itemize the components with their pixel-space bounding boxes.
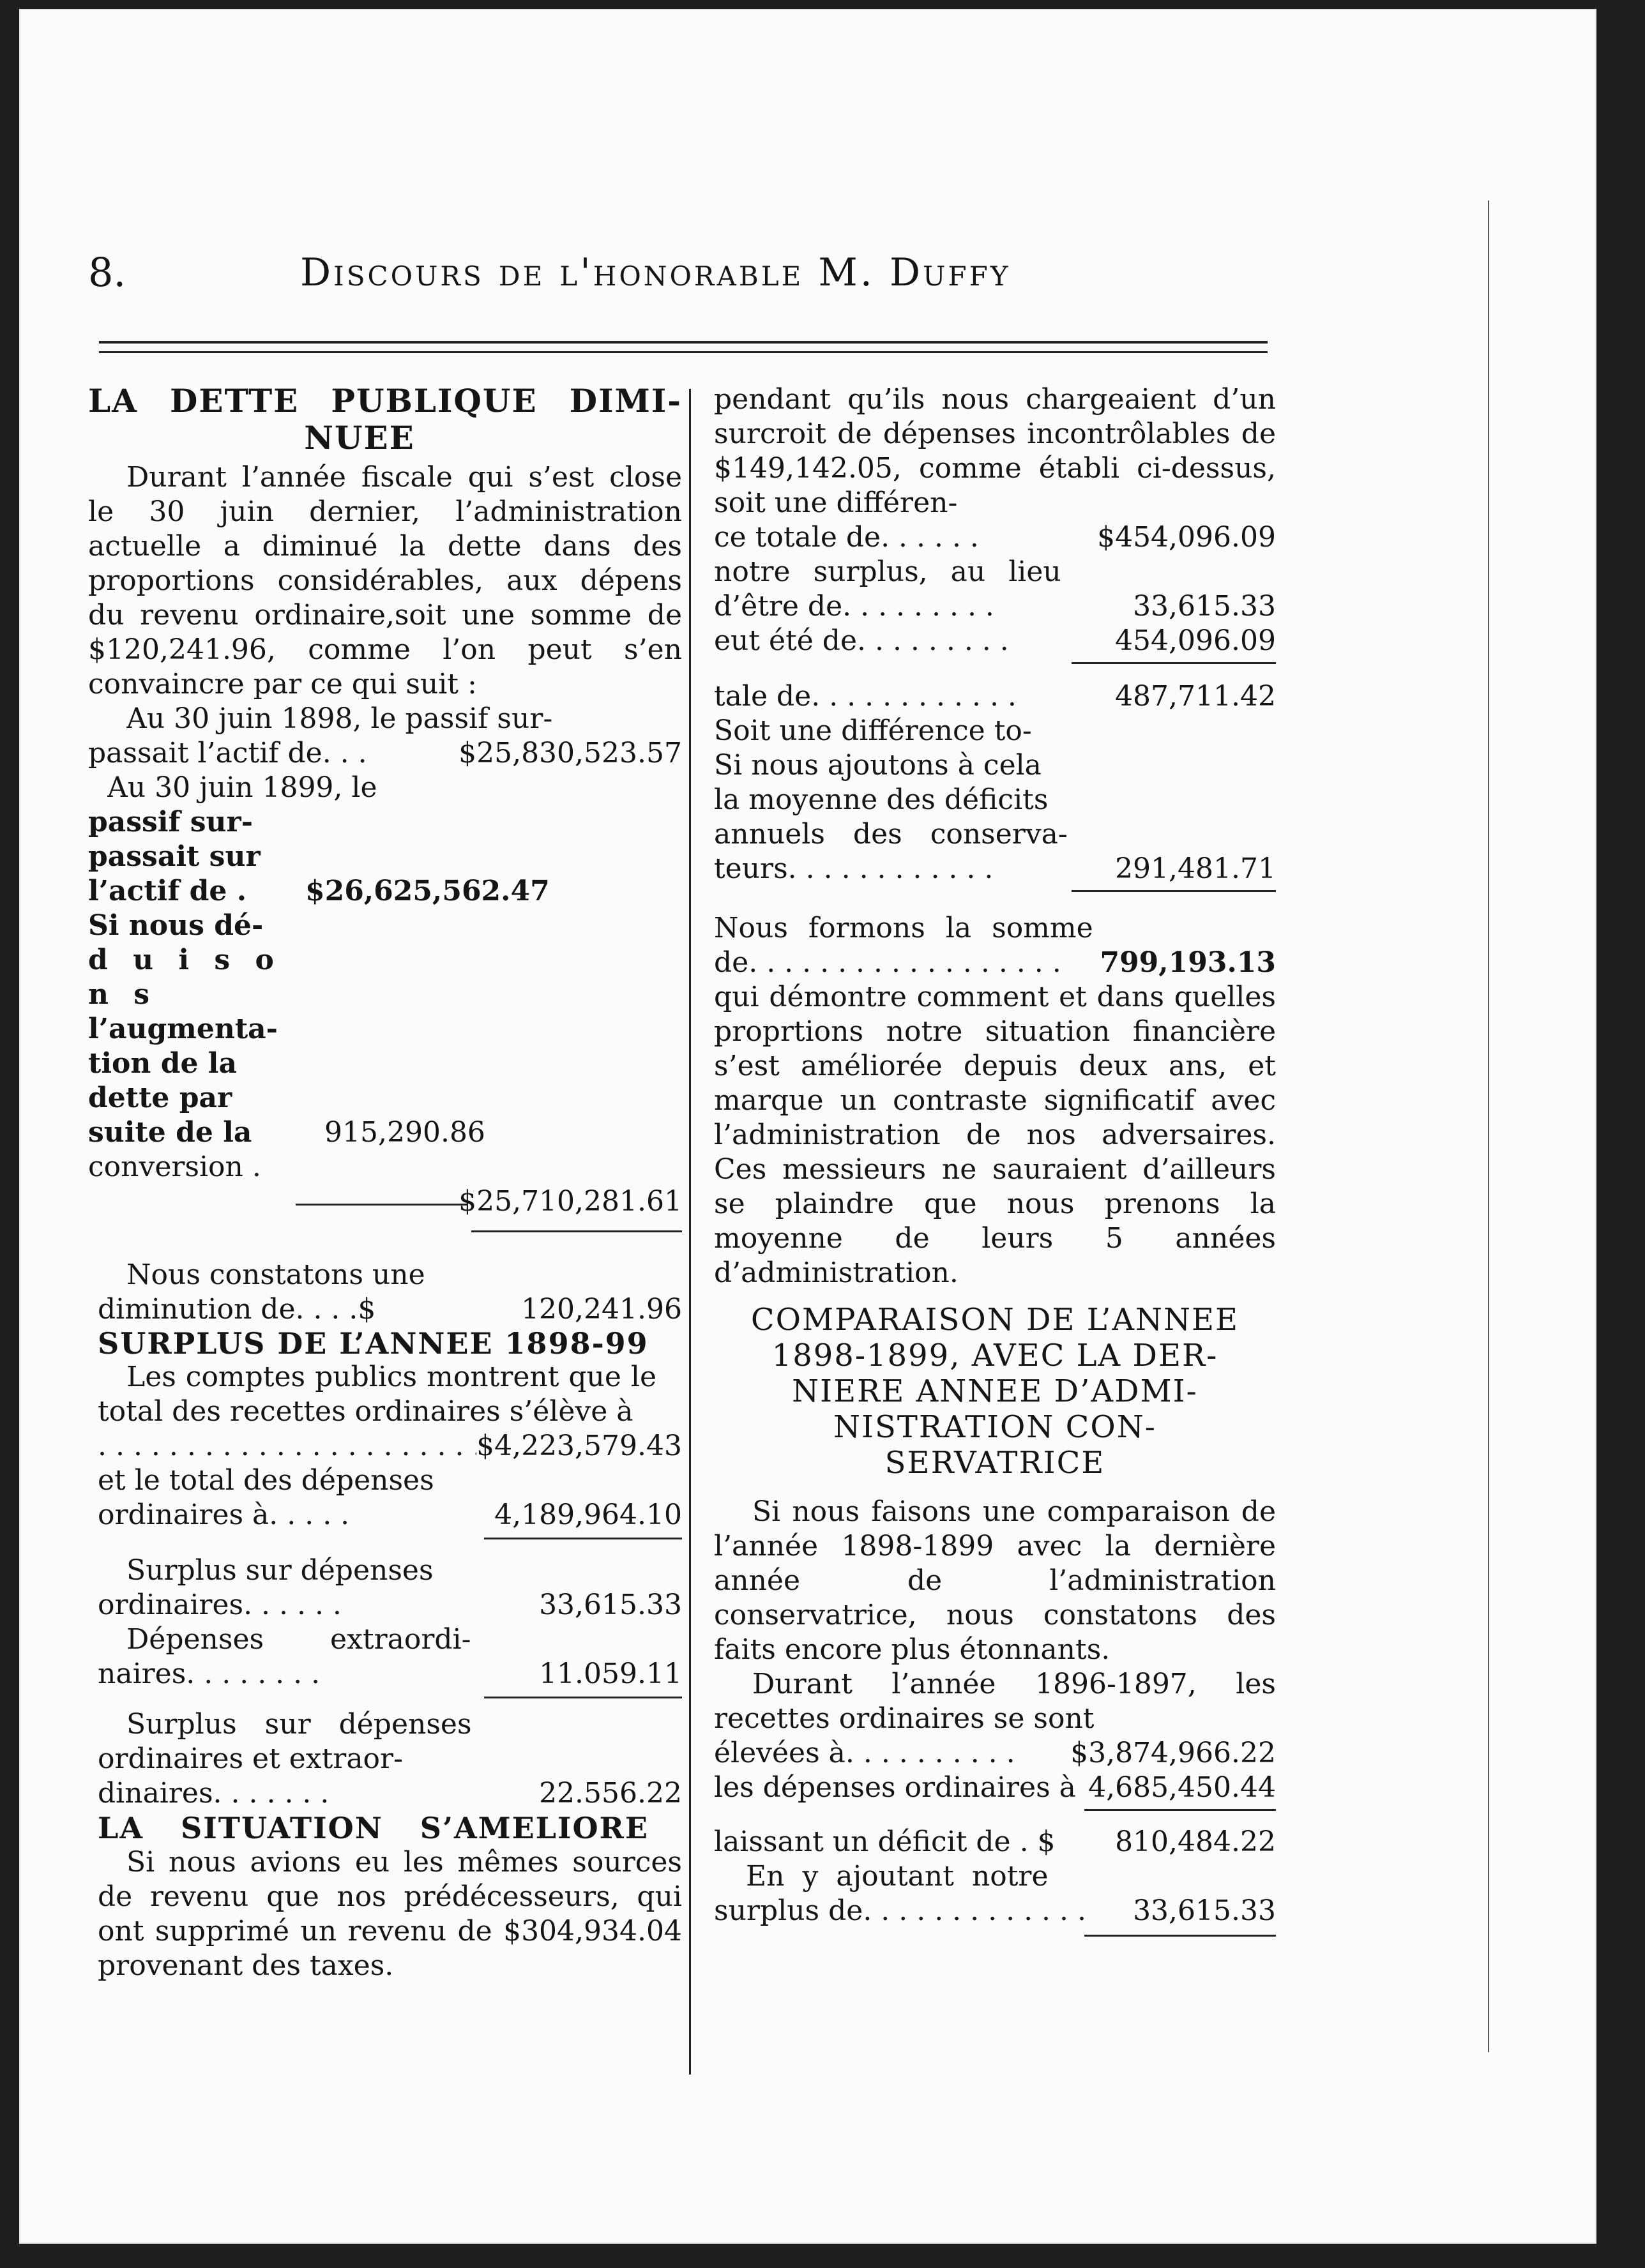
ledger-row [88, 736, 682, 771]
heading-line: COMPARAISON DE L’ANNEE [750, 1302, 1239, 1338]
ledger-row [88, 1258, 682, 1292]
heading-line: 1898-1899, AVEC LA DER- [771, 1338, 1218, 1373]
leader-dots: . . . . . . . . . . [845, 1737, 1015, 1769]
page-number: 8. [88, 249, 126, 296]
ledger-label: notre surplus, au lieu [714, 556, 1061, 588]
leader-dots: . . . . . . . [213, 1777, 330, 1810]
ledger-label: tion de la [88, 1047, 237, 1080]
leader-dots: . . . . . . . . [186, 1658, 321, 1690]
situation-paragraph: qui démontre comment et dans quelles proprtions notre situation financière s’est améliorée depuis deux ans, et marque un contraste significatif avec l’administration de nos adversaires. Ces messieurs ne sauraient d’ailleurs se plaindre que nous prenons la moyenne de leurs 5 années d’administration. [714, 981, 1276, 1289]
ledger-row [714, 1859, 1276, 1894]
ledger-row [714, 852, 1276, 886]
ledger-value: 22.556.22 [539, 1777, 682, 1810]
surplus-intro: Les comptes publics montrent que le total des recettes ordinaires s’élève à [98, 1361, 656, 1428]
ledger-row [88, 1588, 682, 1622]
leader-dots: . . . . . . . . . . . . . [863, 1894, 1086, 1927]
ledger-row [714, 911, 1276, 946]
label-text: ordinaires à [98, 1499, 269, 1531]
heading-line: NISTRATION CON- [833, 1409, 1156, 1445]
ledger-row [714, 679, 1276, 714]
ledger-row [714, 1825, 1276, 1859]
ledger-label: la moyenne des déficits [714, 783, 1049, 816]
section-rule [1084, 1935, 1276, 1937]
leader-dots: . . . . . . [243, 1589, 342, 1621]
ledger-label: Nous formons la somme [714, 912, 1093, 944]
label-text: surplus de [714, 1894, 863, 1927]
ledger-labels [88, 805, 286, 909]
ledger-row [88, 1707, 682, 1742]
ledger-row [88, 1429, 682, 1463]
label-text: teurs [714, 852, 788, 885]
right-column [714, 382, 1276, 1937]
ledger-block [88, 909, 682, 1184]
ledger-label: suite de la [88, 1116, 252, 1149]
ledger-label: Si nous ajoutons à cela [714, 749, 1042, 782]
ledger-label: les dépenses ordinaires à [714, 1771, 1076, 1804]
ledger-labels [714, 714, 1276, 852]
ledger-value: 120,241.96 [521, 1293, 682, 1326]
ledger-label [714, 852, 1115, 886]
ledger-value: 487,711.42 [1115, 680, 1276, 713]
ledger-label [98, 1657, 539, 1691]
dette-intro-paragraph: Durant l’année fiscale qui s’est close le 30 juin dernier, l’administration actuelle a diminué la dette dans des proportions considérables, aux dépens du revenu ordinaire,soit une somme de $120,241.96, comme l’on peut s’en convaincre par ce qui suit : [88, 461, 682, 700]
heading-surplus: SURPLUS DE L’ANNEE 1898-99 [98, 1326, 649, 1361]
binding-edge-line [1488, 200, 1489, 2052]
leader-dots: . . . . . . [881, 521, 979, 554]
heading-comparaison [714, 1302, 1276, 1481]
ledger-row [88, 771, 682, 805]
page [19, 9, 1596, 2244]
ledger-label: passif sur- [88, 806, 253, 838]
ledger-row [714, 555, 1276, 589]
ledger-row [714, 1771, 1276, 1805]
ledger-value: $3,874,966.22 [1070, 1737, 1276, 1769]
section-rule [1084, 1809, 1276, 1811]
label-text: de [714, 946, 749, 979]
comparaison-paragraph-2: Durant l’année 1896-1897, les recettes ordinaires se sont [714, 1668, 1276, 1735]
ledger-label: ordinaires et extraor- [98, 1743, 403, 1775]
ledger-row [714, 1736, 1276, 1771]
ledger-value: 454,096.09 [1115, 624, 1276, 657]
ledger-label: Soit une différence to- [714, 714, 1032, 747]
label-text: eut été de [714, 624, 857, 657]
ledger-value: 4,189,964.10 [494, 1499, 682, 1531]
heading-situation: LA SITUATION S’AMELIORE [98, 1811, 649, 1845]
ledger-value: 11.059.11 [539, 1658, 682, 1690]
ledger-label: passait sur [88, 840, 261, 873]
ledger-row [714, 946, 1276, 980]
ledger-label: Surplus sur dépenses [126, 1554, 434, 1587]
ledger-total-row [88, 1184, 682, 1223]
page-title [300, 250, 1010, 295]
ledger-value: 291,481.71 [1115, 852, 1276, 885]
ledger-labels [88, 909, 286, 1184]
ledger-label [714, 946, 1100, 980]
ledger-label [714, 520, 1097, 555]
ledger-label [98, 1429, 476, 1463]
ledger-label: Nous constatons une [126, 1259, 425, 1291]
section-rule [1072, 890, 1276, 892]
ledger-label [98, 1498, 494, 1532]
ledger-label: Surplus sur dépenses [126, 1708, 472, 1741]
page-title-text: Discours de l'honorable M. Duffy [300, 250, 1011, 295]
ledger-label: Dépenses extraordi- [126, 1623, 471, 1656]
label-text: dinaires [98, 1777, 213, 1810]
situation-paragraph: Si nous avions eu les mêmes sources de revenu que nos prédécesseurs, qui ont supprimé un revenu de $304,934.04 provenant des taxes. [98, 1846, 682, 1982]
ledger-row [714, 624, 1276, 658]
ledger-label: l’augmenta- [88, 1013, 278, 1045]
label-text: ce totale de [714, 521, 881, 554]
section-rule [471, 1230, 682, 1232]
label-text: ordinaires [98, 1589, 244, 1621]
ledger-label [714, 1736, 1070, 1771]
ledger-label [714, 679, 1115, 714]
ledger-total: $25,710,281.61 [459, 1185, 682, 1218]
ledger-value: $25,830,523.57 [459, 737, 682, 769]
ledger-label: et le total des dépenses [98, 1464, 434, 1497]
heading-line: SERVATRICE [884, 1445, 1105, 1481]
ledger-label: conversion . [88, 1151, 261, 1183]
section-rule [484, 1538, 682, 1539]
ledger-label [98, 1776, 539, 1811]
ledger-label: Au 30 juin 1899, le [107, 771, 377, 804]
ledger-row [88, 1554, 682, 1588]
header-rule-top [99, 341, 1268, 344]
header-rule-bottom [99, 351, 1268, 353]
label-text: tale de [714, 680, 812, 713]
ledger-label: laissant un déficit de . $ [714, 1826, 1056, 1858]
ledger-label [714, 589, 1133, 624]
leader-dots: . . . . . . . . . . . . . . . . . . [748, 946, 1061, 979]
ledger-label [714, 1894, 1133, 1928]
ledger-value: 33,615.33 [1133, 590, 1276, 623]
ledger-row [88, 702, 682, 736]
ledger-row [88, 1498, 682, 1532]
heading-line: NIERE ANNEE D’ADMI- [792, 1373, 1198, 1409]
leader-dots: . . . . . . . . . . . . [787, 852, 994, 885]
ledger-block [88, 805, 682, 909]
ledger-value: $454,096.09 [1097, 521, 1276, 554]
ledger-row [88, 1463, 682, 1498]
left-column [88, 382, 682, 1983]
ledger-row [714, 1894, 1276, 1928]
heading-dette-publique-l2: NUEE [304, 419, 415, 457]
ledger-value: 810,484.22 [1115, 1826, 1276, 1858]
heading-dette-publique-l1: LA DETTE PUBLIQUE DIMI- [88, 382, 682, 420]
ledger-label: diminution de. . . .$ [98, 1293, 376, 1326]
ledger-row [88, 1776, 682, 1811]
ledger-row [88, 1292, 682, 1327]
ledger-row [714, 589, 1276, 624]
ledger-label: En y ajoutant notre [746, 1860, 1049, 1893]
leader-dots: . . . . . . . . . [857, 624, 1009, 657]
ledger-value: 915,290.86 [324, 1116, 485, 1149]
ledger-row [714, 520, 1276, 555]
ledger-value: 33,615.33 [1133, 1894, 1276, 1927]
column-divider [689, 389, 691, 2075]
continuation-paragraph: pendant qu’ils nous chargeaient d’un surcroit de dépenses incontrôlables de $149,142.05, comme établi ci-dessus, soit une différen- [714, 383, 1276, 519]
label-text: élevées à [714, 1737, 845, 1769]
ledger-row [88, 1742, 682, 1776]
leader-dots: . . . . . . . . . . . . [811, 680, 1017, 713]
leader-dots: . . . . . [269, 1499, 350, 1531]
ledger-label: passait l’actif de. . . [88, 737, 367, 769]
ledger-label: annuels des conserva- [714, 818, 1068, 850]
section-rule [484, 1697, 682, 1698]
ledger-value: $26,625,562.47 [305, 875, 550, 907]
label-text: naires [98, 1658, 186, 1690]
ledger-label [98, 1588, 539, 1622]
ledger-label [714, 624, 1115, 658]
ledger-label: Si nous dé- [88, 909, 264, 942]
comparaison-paragraph: Si nous faisons une comparaison de l’année 1898-1899 avec la dernière année de l’administration conservatrice, nous constatons des faits encore plus étonnants. [714, 1495, 1276, 1666]
ledger-row [88, 1657, 682, 1691]
ledger-value: $4,223,579.43 [476, 1430, 682, 1462]
ledger-label: l’actif de . [88, 875, 247, 907]
leader-dots: . . . . . . . . . [842, 590, 994, 623]
total-rule [296, 1204, 468, 1206]
ledger-row [88, 1622, 682, 1657]
section-rule [1072, 662, 1276, 664]
ledger-value: 799,193.13 [1100, 946, 1276, 979]
ledger-label: dette par [88, 1082, 232, 1114]
ledger-label: d u i s o n s [88, 944, 282, 1011]
label-text: d’être de [714, 590, 843, 623]
ledger-value: 33,615.33 [539, 1589, 682, 1621]
ledger-label: Au 30 juin 1898, le passif sur- [126, 702, 553, 735]
ledger-value: 4,685,450.44 [1088, 1771, 1276, 1804]
